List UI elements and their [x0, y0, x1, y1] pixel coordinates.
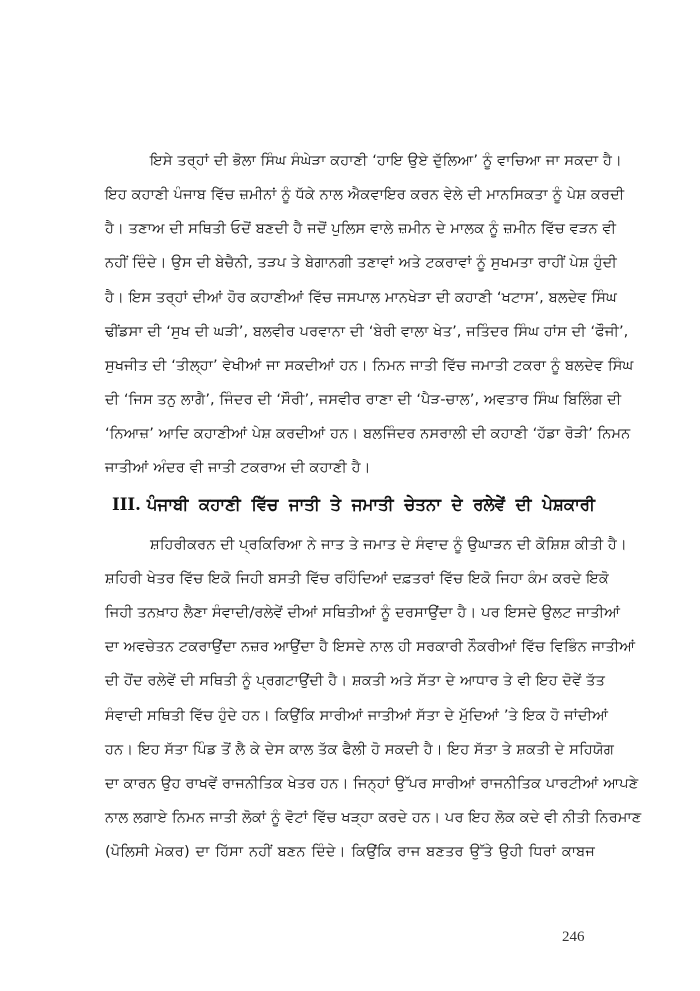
text-line: ਦਾ ਅਵਚੇਤਨ ਟਕਰਾਉਂਦਾ ਨਜ਼ਰ ਆਉਂਦਾ ਹੈ ਇਸਦੇ ਨਾਲ ਹੀ ਸਰਕਾਰੀ ਨੌਕਰੀਆਂ ਵਿੱਚ ਵਿਭਿੰਨ ਜਾਤੀਆਂ	[105, 638, 636, 655]
page-number: 246	[562, 929, 585, 945]
text-line: ਸੁਖਜੀਤ ਦੀ ‘ਤੀਲ੍ਹਾ’ ਵੇਖੀਆਂ ਜਾ ਸਕਦੀਆਂ ਹਨ। ਨਿਮਨ ਜਾਤੀ ਵਿੱਚ ਜਮਾਤੀ ਟਕਰਾ ਨੂੰ ਬਲਦੇਵ ਸਿੰਘ	[105, 357, 634, 374]
text-line: ਦੀ ‘ਜਿਸ ਤਨੁ ਲਾਗੈ’, ਜਿੰਦਰ ਦੀ ‘ਸੌਰੀ’, ਜਸਵੀਰ ਰਾਣਾ ਦੀ ‘ਪੈੜ-ਚਾਲ’, ਅਵਤਾਰ ਸਿੰਘ ਬਿਲਿੰਗ ਦੀ	[105, 391, 622, 408]
section-heading	[112, 494, 595, 516]
section-number: III.	[112, 495, 141, 514]
text-line: ਹੈ। ਇਸ ਤਰ੍ਹਾਂ ਦੀਆਂ ਹੋਰ ਕਹਾਣੀਆਂ ਵਿੱਚ ਜਸਪਾਲ ਮਾਨਖੇੜਾ ਦੀ ਕਹਾਣੀ ‘ਖਟਾਸ’, ਬਲਦੇਵ ਸਿੰਘ	[105, 289, 617, 306]
text-line: ਹਨ। ਇਹ ਸੱਤਾ ਪਿੰਡ ਤੋਂ ਲੈ ਕੇ ਦੇਸ ਕਾਲ ਤੱਕ ਫੈਲੀ ਹੋ ਸਕਦੀ ਹੈ। ਇਹ ਸੱਤਾ ਤੇ ਸ਼ਕਤੀ ਦੇ ਸਹਿਯੋਗ	[105, 741, 614, 758]
text-line: ਢੀਂਡਸਾ ਦੀ ‘ਸੁਖ ਦੀ ਘੜੀ’, ਬਲਵੀਰ ਪਰਵਾਨਾ ਦੀ ‘ਬੇਰੀ ਵਾਲਾ ਖੇਤ’, ਜਤਿੰਦਰ ਸਿੰਘ ਹਾਂਸ ਦੀ ‘ਫੌਜੀ’,	[105, 323, 629, 340]
text-line: ਸ਼ਹਿਰੀਕਰਨ ਦੀ ਪ੍ਰਕਿਰਿਆ ਨੇ ਜਾਤ ਤੇ ਜਮਾਤ ਦੇ ਸੰਵਾਦ ਨੂੰ ਉਘਾੜਨ ਦੀ ਕੋਸ਼ਿਸ਼ ਕੀਤੀ ਹੈ।	[150, 536, 627, 553]
text-line: ਨਾਲ ਲਗਾਏ ਨਿਮਨ ਜਾਤੀ ਲੋਕਾਂ ਨੂੰ ਵੋਟਾਂ ਵਿੱਚ ਖੜ੍ਹਾ ਕਰਦੇ ਹਨ। ਪਰ ਇਹ ਲੋਕ ਕਦੇ ਵੀ ਨੀਤੀ ਨਿਰਮਾਣ	[105, 809, 642, 826]
text-line: ਸ਼ਹਿਰੀ ਖੇਤਰ ਵਿੱਚ ਇਕੋ ਜਿਹੀ ਬਸਤੀ ਵਿੱਚ ਰਹਿੰਦਿਆਂ ਦਫ਼ਤਰਾਂ ਵਿੱਚ ਇਕੋ ਜਿਹਾ ਕੰਮ ਕਰਦੇ ਇਕੋ	[105, 570, 609, 587]
text-line: ਸੰਵਾਦੀ ਸਥਿਤੀ ਵਿੱਚ ਹੁੰਦੇ ਹਨ। ਕਿਉਂਕਿ ਸਾਰੀਆਂ ਜਾਤੀਆਂ ਸੱਤਾ ਦੇ ਮੁੱਦਿਆਂ ’ਤੇ ਇਕ ਹੋ ਜਾਂਦੀਆਂ	[105, 707, 609, 724]
text-line: ਜਾਤੀਆਂ ਅੰਦਰ ਵੀ ਜਾਤੀ ਟਕਰਾਅ ਦੀ ਕਹਾਣੀ ਹੈ।	[105, 459, 371, 476]
text-line: ਨਹੀਂ ਦਿੰਦੇ। ਉਸ ਦੀ ਬੇਚੈਨੀ, ਤੜਪ ਤੇ ਬੇਗਾਨਗੀ ਤਣਾਵਾਂ ਅਤੇ ਟਕਰਾਵਾਂ ਨੂੰ ਸੁਖਮਤਾ ਰਾਹੀਂ ਪੇਸ਼ ਹੁੰਦੀ	[105, 254, 617, 271]
text-line: ਦੀ ਹੋਂਦ ਰਲੇਵੇਂ ਦੀ ਸਥਿਤੀ ਨੂੰ ਪ੍ਰਗਟਾਉਂਦੀ ਹੈ। ਸ਼ਕਤੀ ਅਤੇ ਸੱਤਾ ਦੇ ਆਧਾਰ ਤੇ ਵੀ ਇਹ ਦੋਵੇਂ ਤੱਤ	[105, 672, 606, 689]
section-title: ਪੰਜਾਬੀ ਕਹਾਣੀ ਵਿੱਚ ਜਾਤੀ ਤੇ ਜਮਾਤੀ ਚੇਤਨਾ ਦੇ ਰਲੇਵੇਂ ਦੀ ਪੇਸ਼ਕਾਰੀ	[146, 495, 595, 514]
text-line: ਜਿਹੀ ਤਨਖ਼ਾਹ ਲੈਣਾ ਸੰਵਾਦੀ/ਰਲੇਵੇਂ ਦੀਆਂ ਸਥਿਤੀਆਂ ਨੂੰ ਦਰਸਾਉਂਦਾ ਹੈ। ਪਰ ਇਸਦੇ ਉਲਟ ਜਾਤੀਆਂ	[105, 604, 621, 621]
text-line: ‘ਨਿਆਜ਼’ ਆਦਿ ਕਹਾਣੀਆਂ ਪੇਸ਼ ਕਰਦੀਆਂ ਹਨ। ਬਲਜਿੰਦਰ ਨਸਰਾਲੀ ਦੀ ਕਹਾਣੀ ‘ਹੱਡਾ ਰੋੜੀ’ ਨਿਮਨ	[105, 425, 631, 442]
text-line: ਇਸੇ ਤਰ੍ਹਾਂ ਦੀ ਭੋਲਾ ਸਿੰਘ ਸੰਘੇੜਾ ਕਹਾਣੀ ‘ਹਾਇ ਉਏ ਦੁੱਲਿਆ’ ਨੂੰ ਵਾਚਿਆ ਜਾ ਸਕਦਾ ਹੈ।	[150, 152, 622, 169]
text-line: ਹੈ। ਤਣਾਅ ਦੀ ਸਥਿਤੀ ਓਦੋਂ ਬਣਦੀ ਹੈ ਜਦੋਂ ਪੁਲਿਸ ਵਾਲੇ ਜ਼ਮੀਨ ਦੇ ਮਾਲਕ ਨੂੰ ਜ਼ਮੀਨ ਵਿੱਚ ਵੜਨ ਵੀ	[105, 220, 617, 237]
text-line: ਇਹ ਕਹਾਣੀ ਪੰਜਾਬ ਵਿੱਚ ਜ਼ਮੀਨਾਂ ਨੂੰ ਧੱਕੇ ਨਾਲ ਐਕਵਾਇਰ ਕਰਨ ਵੇਲੇ ਦੀ ਮਾਨਸਿਕਤਾ ਨੂੰ ਪੇਸ਼ ਕਰਦੀ	[105, 186, 625, 203]
text-line: ਦਾ ਕਾਰਨ ਉਹ ਰਾਖਵੇਂ ਰਾਜਨੀਤਿਕ ਖੇਤਰ ਹਨ। ਜਿਨ੍ਹਾਂ ਉੱਪਰ ਸਾਰੀਆਂ ਰਾਜਨੀਤਿਕ ਪਾਰਟੀਆਂ ਆਪਣੇ	[105, 775, 639, 792]
text-line: (ਪੋਲਿਸੀ ਮੇਕਰ) ਦਾ ਹਿੱਸਾ ਨਹੀਂ ਬਣਨ ਦਿੰਦੇ। ਕਿਉਂਕਿ ਰਾਜ ਬਣਤਰ ਉੱਤੇ ਉਹੀ ਧਿਰਾਂ ਕਾਬਜ	[105, 843, 595, 860]
